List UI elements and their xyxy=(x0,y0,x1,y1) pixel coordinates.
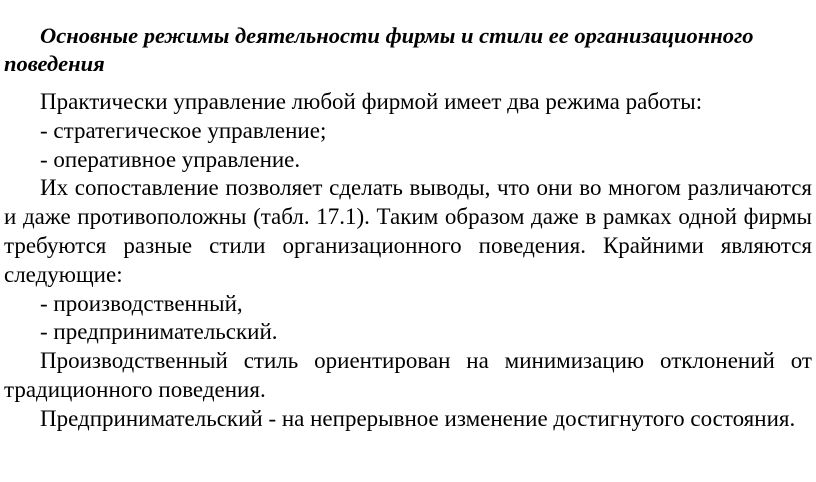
paragraph-intro: Практически управление любой фирмой имеет два режима работы: xyxy=(40,89,703,114)
document-title: Основные режимы деятельности фирмы и стили ее организационного поведения xyxy=(4,23,754,76)
list-item-strategic: - стратегическое управление; xyxy=(40,117,327,143)
document-body xyxy=(4,88,812,434)
paragraph-comparison: Их сопоставление позволяет сделать выводы, что они во многом различаются и даже противоположны (табл. 17.1). Таким образом даже в рамках одной фирмы требуются разные стили организационного поведения. Крайними являются следующие: xyxy=(4,175,812,287)
list-item-entrepreneurial: - предпринимательский. xyxy=(40,319,278,345)
list-item-operational: - оперативное управление. xyxy=(40,146,301,172)
list-item-production: - производственный, xyxy=(40,290,243,316)
paragraph-entrepreneurial-style: Предпринимательский - на непрерывное изменение достигнутого состояния. xyxy=(40,405,796,431)
paragraph-production-style: Производственный стиль ориентирован на минимизацию отклонений от традиционного поведения. xyxy=(4,348,812,402)
